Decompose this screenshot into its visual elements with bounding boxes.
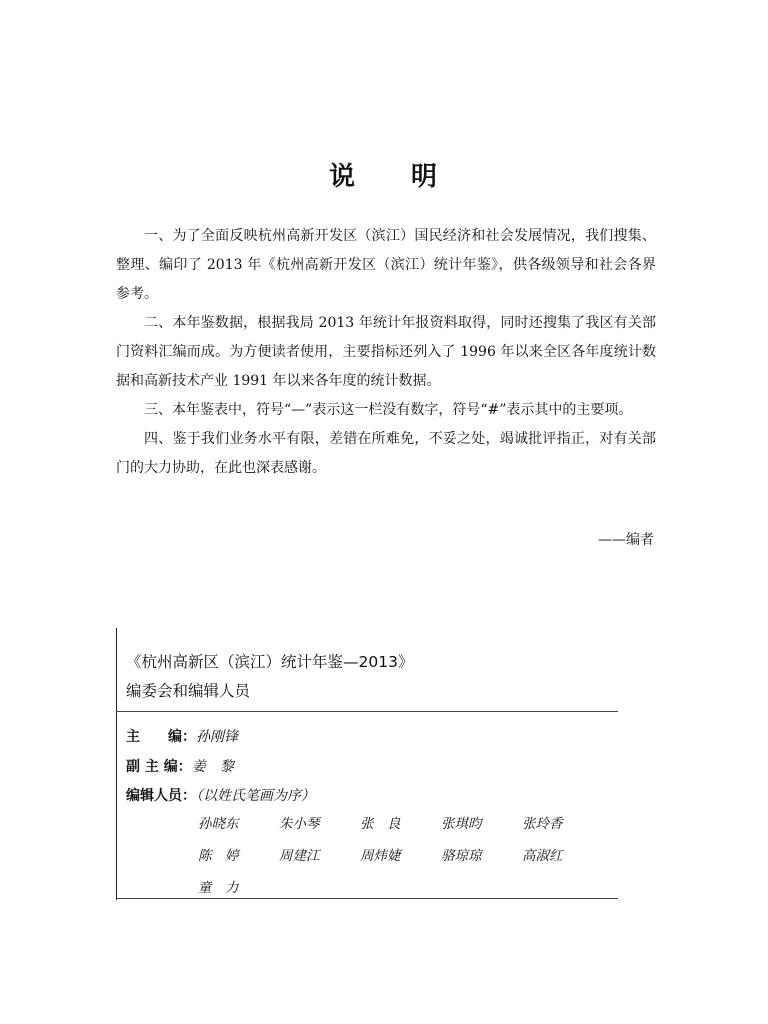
editor-name: 朱小琴 bbox=[279, 816, 320, 832]
paragraph-2: 二、本年鉴数据，根据我局 2013 年统计年报资料取得，同时还搜集了我区有关部门资料汇编而成。为方便读者使用，主要指标还列入了 1996 年以来全区各年度统计数据和高新技术产业 1991 年以来各年度的统计数据。 bbox=[116, 315, 656, 389]
title-char-2: 明 bbox=[411, 162, 440, 192]
editor-names-grid bbox=[198, 812, 618, 896]
preface-body bbox=[116, 222, 656, 483]
editor-name: 孙晓东 bbox=[198, 816, 239, 832]
editors-row bbox=[126, 785, 315, 805]
title-char-1: 说 bbox=[328, 162, 357, 192]
signature: ——编者 bbox=[598, 532, 654, 548]
editor-name: 张玲香 bbox=[522, 816, 563, 832]
paragraph-1: 一、为了全面反映杭州高新开发区（滨江）国民经济和社会发展情况，我们搜集、整理、编印了 2013 年《杭州高新开发区（滨江）统计年鉴》，供各级领导和社会各界参考。 bbox=[116, 228, 656, 302]
editor-name: 张琪昀 bbox=[441, 816, 482, 832]
paragraph-3: 三、本年鉴表中，符号“—”表示这一栏没有数字，符号“#”表示其中的主要项。 bbox=[144, 402, 633, 418]
editor-name: 高淑红 bbox=[522, 848, 563, 864]
deputy-editor-label: 副 主 编： bbox=[126, 759, 192, 775]
committee-subtitle: 编委会和编辑人员 bbox=[126, 682, 251, 700]
editor-name: 周炜婕 bbox=[360, 848, 401, 864]
committee-title: 《杭州高新区（滨江）统计年鉴—2013》 bbox=[126, 653, 414, 671]
deputy-editor-row bbox=[126, 756, 234, 776]
paragraph-4: 四、鉴于我们业务水平有限，差错在所难免，不妥之处，竭诚批评指正，对有关部门的大力协助，在此也深表感谢。 bbox=[116, 431, 656, 476]
editors-label: 编辑人员： bbox=[126, 788, 196, 804]
editor-name: 童 力 bbox=[198, 880, 239, 896]
chief-editor-label: 主 编： bbox=[126, 729, 196, 745]
editors-note: （以姓氏笔画为序） bbox=[196, 788, 315, 804]
deputy-editor-name: 姜 黎 bbox=[191, 759, 234, 775]
divider-bottom bbox=[116, 898, 618, 899]
editor-name: 陈 婷 bbox=[198, 848, 239, 864]
editorial-committee-box bbox=[116, 628, 620, 900]
left-border-line bbox=[116, 628, 117, 900]
editor-name: 张 良 bbox=[360, 816, 401, 832]
editor-name: 骆琼琼 bbox=[441, 848, 482, 864]
page-title bbox=[0, 156, 768, 193]
chief-editor-name: 孙刚锋 bbox=[196, 729, 238, 745]
editor-name: 周建江 bbox=[279, 848, 320, 864]
divider-top bbox=[116, 711, 618, 712]
chief-editor-row bbox=[126, 726, 238, 746]
